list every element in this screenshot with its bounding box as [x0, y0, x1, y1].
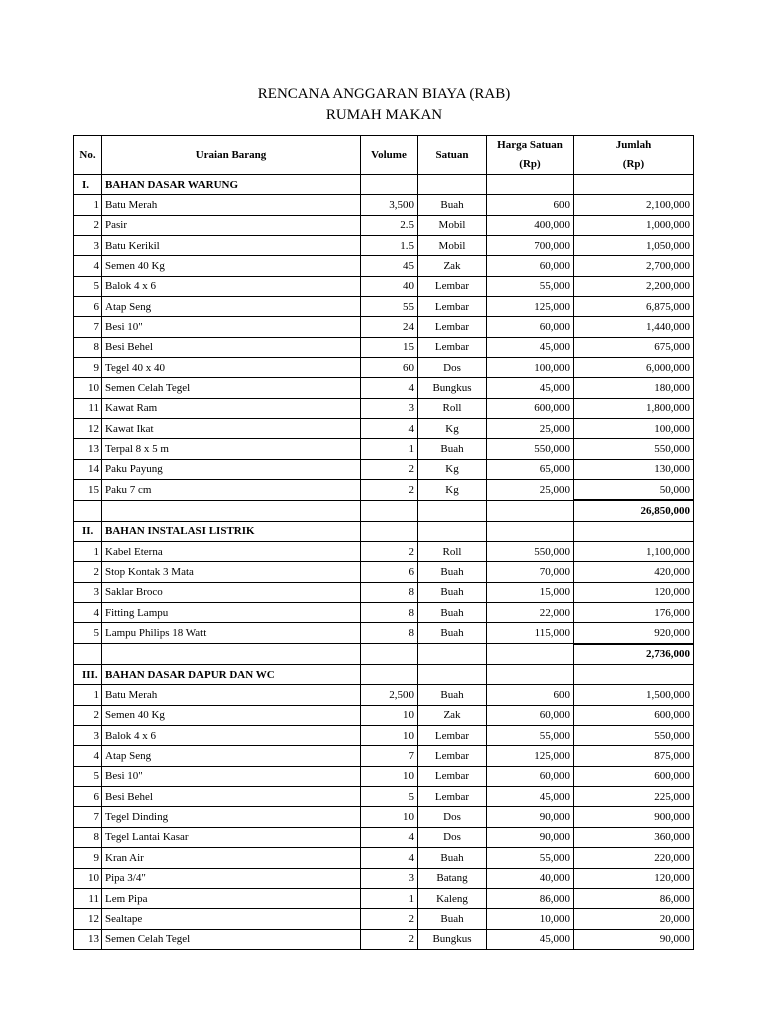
item-volume: 3 [361, 398, 418, 418]
item-price: 90,000 [487, 827, 574, 847]
section-number: I. [74, 175, 102, 195]
item-no: 3 [74, 236, 102, 256]
empty-cell [487, 665, 574, 685]
item-amount: 920,000 [574, 623, 694, 644]
item-price: 90,000 [487, 807, 574, 827]
item-volume: 8 [361, 623, 418, 644]
item-unit: Dos [418, 827, 487, 847]
section-title: BAHAN DASAR WARUNG [102, 175, 361, 195]
item-price: 15,000 [487, 582, 574, 602]
item-name: Stop Kontak 3 Mata [102, 562, 361, 582]
table-row [74, 868, 694, 888]
item-amount: 900,000 [574, 807, 694, 827]
header-no: No. [74, 136, 102, 175]
table-row [74, 480, 694, 501]
item-price: 600,000 [487, 398, 574, 418]
item-name: Besi 10" [102, 317, 361, 337]
item-volume: 3,500 [361, 195, 418, 215]
item-amount: 600,000 [574, 766, 694, 786]
item-no: 9 [74, 358, 102, 378]
item-price: 22,000 [487, 603, 574, 623]
item-name: Atap Seng [102, 297, 361, 317]
header-jumlah-line1: Jumlah [615, 139, 652, 151]
item-no: 4 [74, 603, 102, 623]
empty-cell [487, 500, 574, 521]
item-name: Batu Merah [102, 685, 361, 705]
empty-cell [361, 500, 418, 521]
item-name: Saklar Broco [102, 582, 361, 602]
table-row [74, 582, 694, 602]
table-row [74, 685, 694, 705]
item-unit: Lembar [418, 726, 487, 746]
item-price: 55,000 [487, 276, 574, 296]
table-row [74, 459, 694, 479]
item-amount: 100,000 [574, 419, 694, 439]
item-name: Besi Behel [102, 787, 361, 807]
item-volume: 2 [361, 480, 418, 501]
empty-cell [574, 521, 694, 541]
table-row [74, 215, 694, 235]
item-volume: 10 [361, 766, 418, 786]
item-volume: 2 [361, 459, 418, 479]
item-amount: 220,000 [574, 848, 694, 868]
item-name: Batu Kerikil [102, 236, 361, 256]
item-amount: 6,875,000 [574, 297, 694, 317]
item-name: Fitting Lampu [102, 603, 361, 623]
section-number: III. [74, 665, 102, 685]
item-no: 3 [74, 582, 102, 602]
item-price: 70,000 [487, 562, 574, 582]
item-name: Terpal 8 x 5 m [102, 439, 361, 459]
section-header-row [74, 521, 694, 541]
item-volume: 6 [361, 562, 418, 582]
item-unit: Lembar [418, 297, 487, 317]
item-no: 10 [74, 378, 102, 398]
item-unit: Dos [418, 807, 487, 827]
item-no: 7 [74, 807, 102, 827]
item-name: Sealtape [102, 909, 361, 929]
header-harga-line1: Harga Satuan [497, 139, 563, 151]
item-amount: 420,000 [574, 562, 694, 582]
table-row [74, 378, 694, 398]
item-volume: 1 [361, 888, 418, 908]
table-row [74, 542, 694, 562]
item-amount: 130,000 [574, 459, 694, 479]
item-unit: Zak [418, 256, 487, 276]
table-row [74, 623, 694, 644]
table-row [74, 276, 694, 296]
section-total-row [74, 500, 694, 521]
item-no: 15 [74, 480, 102, 501]
empty-cell [418, 500, 487, 521]
table-row [74, 562, 694, 582]
empty-cell [418, 665, 487, 685]
item-amount: 1,800,000 [574, 398, 694, 418]
item-price: 125,000 [487, 297, 574, 317]
item-unit: Lembar [418, 766, 487, 786]
item-volume: 2 [361, 542, 418, 562]
item-volume: 10 [361, 807, 418, 827]
empty-cell [361, 175, 418, 195]
table-row [74, 746, 694, 766]
empty-cell [574, 175, 694, 195]
item-name: Besi Behel [102, 337, 361, 357]
item-amount: 86,000 [574, 888, 694, 908]
item-name: Tegel Dinding [102, 807, 361, 827]
item-price: 65,000 [487, 459, 574, 479]
item-amount: 176,000 [574, 603, 694, 623]
item-unit: Buah [418, 582, 487, 602]
item-volume: 55 [361, 297, 418, 317]
item-price: 55,000 [487, 726, 574, 746]
budget-table [73, 135, 694, 950]
item-unit: Kg [418, 419, 487, 439]
section-total: 2,736,000 [574, 644, 694, 665]
item-volume: 8 [361, 582, 418, 602]
empty-cell [361, 665, 418, 685]
item-no: 5 [74, 276, 102, 296]
table-row [74, 929, 694, 949]
item-no: 1 [74, 195, 102, 215]
item-name: Balok 4 x 6 [102, 276, 361, 296]
item-price: 45,000 [487, 929, 574, 949]
section-title: BAHAN DASAR DAPUR DAN WC [102, 665, 361, 685]
table-row [74, 807, 694, 827]
item-price: 600 [487, 195, 574, 215]
item-no: 1 [74, 685, 102, 705]
item-no: 10 [74, 868, 102, 888]
item-price: 25,000 [487, 419, 574, 439]
table-row [74, 766, 694, 786]
table-row [74, 848, 694, 868]
item-price: 25,000 [487, 480, 574, 501]
empty-cell [361, 521, 418, 541]
empty-cell [102, 644, 361, 665]
item-volume: 4 [361, 827, 418, 847]
item-amount: 1,050,000 [574, 236, 694, 256]
item-volume: 1 [361, 439, 418, 459]
item-volume: 4 [361, 419, 418, 439]
item-no: 2 [74, 215, 102, 235]
item-volume: 60 [361, 358, 418, 378]
item-volume: 45 [361, 256, 418, 276]
header-volume: Volume [361, 136, 418, 175]
table-row [74, 236, 694, 256]
table-row [74, 705, 694, 725]
item-volume: 10 [361, 726, 418, 746]
item-unit: Buah [418, 439, 487, 459]
item-price: 60,000 [487, 705, 574, 725]
item-unit: Buah [418, 562, 487, 582]
item-name: Kran Air [102, 848, 361, 868]
item-amount: 360,000 [574, 827, 694, 847]
item-name: Lampu Philips 18 Watt [102, 623, 361, 644]
item-no: 5 [74, 623, 102, 644]
item-no: 11 [74, 398, 102, 418]
item-volume: 2.5 [361, 215, 418, 235]
item-unit: Buah [418, 603, 487, 623]
item-unit: Buah [418, 685, 487, 705]
item-price: 60,000 [487, 766, 574, 786]
item-unit: Lembar [418, 746, 487, 766]
item-unit: Roll [418, 542, 487, 562]
item-unit: Kaleng [418, 888, 487, 908]
item-amount: 180,000 [574, 378, 694, 398]
section-total: 26,850,000 [574, 500, 694, 521]
item-no: 12 [74, 909, 102, 929]
item-amount: 90,000 [574, 929, 694, 949]
item-no: 5 [74, 766, 102, 786]
item-name: Paku Payung [102, 459, 361, 479]
item-no: 6 [74, 297, 102, 317]
empty-cell [74, 644, 102, 665]
item-name: Lem Pipa [102, 888, 361, 908]
table-row [74, 297, 694, 317]
item-amount: 875,000 [574, 746, 694, 766]
item-volume: 3 [361, 868, 418, 888]
item-amount: 550,000 [574, 439, 694, 459]
item-name: Pipa 3/4" [102, 868, 361, 888]
empty-cell [102, 500, 361, 521]
item-volume: 24 [361, 317, 418, 337]
item-no: 13 [74, 439, 102, 459]
item-volume: 15 [361, 337, 418, 357]
table-row [74, 439, 694, 459]
item-name: Atap Seng [102, 746, 361, 766]
item-no: 9 [74, 848, 102, 868]
empty-cell [487, 644, 574, 665]
table-row [74, 358, 694, 378]
item-name: Kabel Eterna [102, 542, 361, 562]
table-row [74, 337, 694, 357]
item-price: 550,000 [487, 439, 574, 459]
item-price: 700,000 [487, 236, 574, 256]
item-name: Semen 40 Kg [102, 256, 361, 276]
item-unit: Buah [418, 623, 487, 644]
empty-cell [361, 644, 418, 665]
item-unit: Mobil [418, 215, 487, 235]
item-amount: 20,000 [574, 909, 694, 929]
item-name: Tegel Lantai Kasar [102, 827, 361, 847]
item-unit: Zak [418, 705, 487, 725]
item-price: 45,000 [487, 378, 574, 398]
item-name: Batu Merah [102, 195, 361, 215]
item-volume: 4 [361, 378, 418, 398]
item-no: 11 [74, 888, 102, 908]
empty-cell [418, 644, 487, 665]
table-row [74, 256, 694, 276]
item-no: 2 [74, 705, 102, 725]
section-total-row [74, 644, 694, 665]
section-number: II. [74, 521, 102, 541]
item-name: Besi 10" [102, 766, 361, 786]
item-unit: Roll [418, 398, 487, 418]
empty-cell [487, 175, 574, 195]
table-row [74, 398, 694, 418]
item-unit: Bungkus [418, 378, 487, 398]
item-no: 4 [74, 746, 102, 766]
document-subtitle: RUMAH MAKAN [325, 107, 443, 123]
empty-cell [418, 175, 487, 195]
item-unit: Lembar [418, 276, 487, 296]
item-amount: 1,500,000 [574, 685, 694, 705]
item-volume: 7 [361, 746, 418, 766]
item-no: 7 [74, 317, 102, 337]
item-name: Paku 7 cm [102, 480, 361, 501]
item-price: 40,000 [487, 868, 574, 888]
item-volume: 4 [361, 848, 418, 868]
item-price: 55,000 [487, 848, 574, 868]
item-amount: 1,100,000 [574, 542, 694, 562]
item-amount: 225,000 [574, 787, 694, 807]
item-unit: Lembar [418, 337, 487, 357]
table-row [74, 888, 694, 908]
item-no: 8 [74, 827, 102, 847]
item-volume: 2,500 [361, 685, 418, 705]
item-amount: 120,000 [574, 582, 694, 602]
section-title: BAHAN INSTALASI LISTRIK [102, 521, 361, 541]
table-row [74, 603, 694, 623]
item-price: 125,000 [487, 746, 574, 766]
item-unit: Lembar [418, 317, 487, 337]
table-row [74, 909, 694, 929]
item-no: 12 [74, 419, 102, 439]
item-unit: Batang [418, 868, 487, 888]
item-no: 3 [74, 726, 102, 746]
item-price: 550,000 [487, 542, 574, 562]
item-no: 8 [74, 337, 102, 357]
item-no: 2 [74, 562, 102, 582]
item-unit: Mobil [418, 236, 487, 256]
header-satuan: Satuan [418, 136, 487, 175]
item-amount: 2,700,000 [574, 256, 694, 276]
item-price: 400,000 [487, 215, 574, 235]
item-name: Kawat Ram [102, 398, 361, 418]
header-uraian: Uraian Barang [102, 136, 361, 175]
item-amount: 550,000 [574, 726, 694, 746]
item-unit: Bungkus [418, 929, 487, 949]
item-volume: 2 [361, 909, 418, 929]
item-volume: 1.5 [361, 236, 418, 256]
item-price: 115,000 [487, 623, 574, 644]
item-no: 4 [74, 256, 102, 276]
item-no: 14 [74, 459, 102, 479]
header-jumlah [574, 136, 694, 175]
item-unit: Lembar [418, 787, 487, 807]
item-unit: Buah [418, 909, 487, 929]
item-name: Kawat Ikat [102, 419, 361, 439]
item-price: 60,000 [487, 317, 574, 337]
item-volume: 8 [361, 603, 418, 623]
item-unit: Dos [418, 358, 487, 378]
item-name: Semen Celah Tegel [102, 929, 361, 949]
item-volume: 10 [361, 705, 418, 725]
item-volume: 40 [361, 276, 418, 296]
item-amount: 600,000 [574, 705, 694, 725]
table-row [74, 787, 694, 807]
item-name: Semen 40 Kg [102, 705, 361, 725]
item-price: 45,000 [487, 787, 574, 807]
section-header-row [74, 665, 694, 685]
item-unit: Kg [418, 480, 487, 501]
item-no: 13 [74, 929, 102, 949]
table-row [74, 317, 694, 337]
item-price: 45,000 [487, 337, 574, 357]
header-jumlah-line2: (Rp) [622, 158, 645, 170]
table-row [74, 195, 694, 215]
item-amount: 1,000,000 [574, 215, 694, 235]
item-no: 1 [74, 542, 102, 562]
item-name: Balok 4 x 6 [102, 726, 361, 746]
item-name: Semen Celah Tegel [102, 378, 361, 398]
item-price: 100,000 [487, 358, 574, 378]
item-amount: 1,440,000 [574, 317, 694, 337]
item-amount: 2,100,000 [574, 195, 694, 215]
item-amount: 6,000,000 [574, 358, 694, 378]
item-price: 600 [487, 685, 574, 705]
item-volume: 5 [361, 787, 418, 807]
table-row [74, 726, 694, 746]
item-price: 60,000 [487, 256, 574, 276]
item-name: Tegel 40 x 40 [102, 358, 361, 378]
table-body [74, 175, 694, 950]
empty-cell [418, 521, 487, 541]
item-amount: 50,000 [574, 480, 694, 501]
empty-cell [574, 665, 694, 685]
item-unit: Buah [418, 195, 487, 215]
item-price: 86,000 [487, 888, 574, 908]
item-volume: 2 [361, 929, 418, 949]
item-price: 10,000 [487, 909, 574, 929]
item-unit: Buah [418, 848, 487, 868]
table-row [74, 419, 694, 439]
header-harga [487, 136, 574, 175]
header-harga-line2: (Rp) [519, 158, 541, 170]
empty-cell [74, 500, 102, 521]
item-name: Pasir [102, 215, 361, 235]
item-amount: 2,200,000 [574, 276, 694, 296]
table-row [74, 827, 694, 847]
item-amount: 120,000 [574, 868, 694, 888]
empty-cell [487, 521, 574, 541]
item-no: 6 [74, 787, 102, 807]
document-title: RENCANA ANGGARAN BIAYA (RAB) [257, 86, 511, 102]
table-header-row [74, 136, 694, 175]
section-header-row [74, 175, 694, 195]
item-unit: Kg [418, 459, 487, 479]
item-amount: 675,000 [574, 337, 694, 357]
